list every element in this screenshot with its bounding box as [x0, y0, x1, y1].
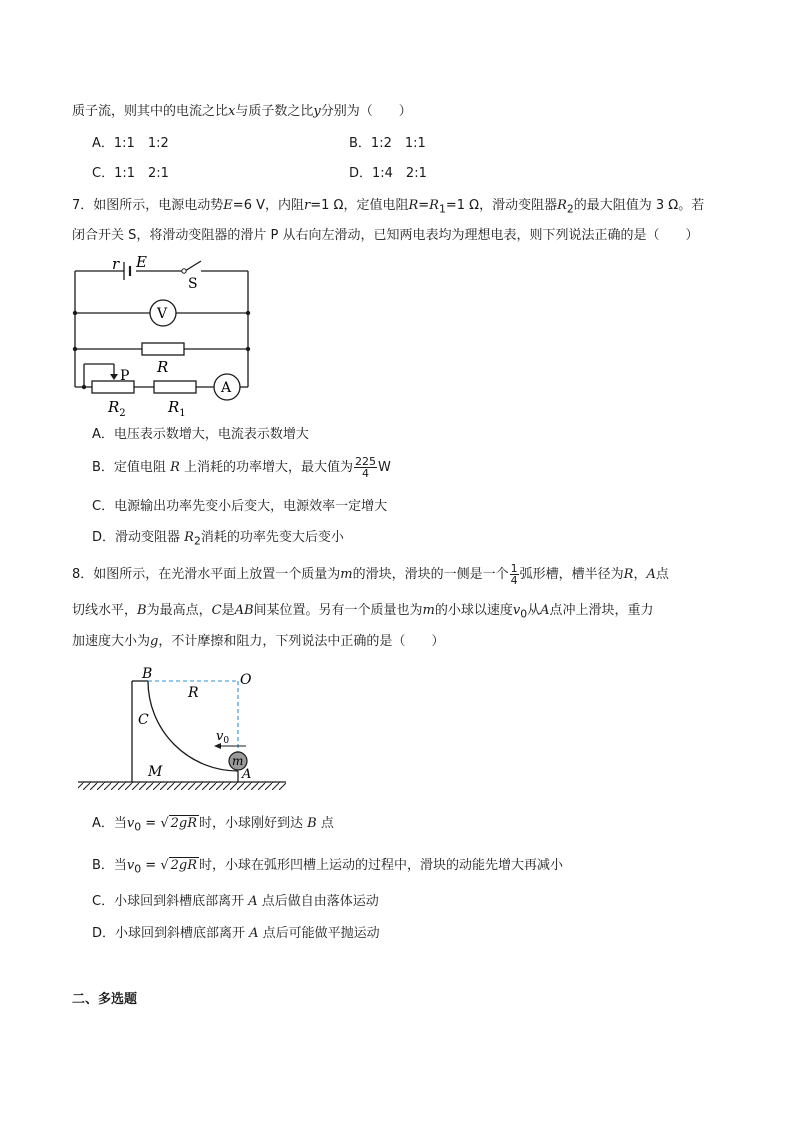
- q7-stem-line1: 7．如图所示，电源电动势E=6 V，内阻r=1 Ω，定值电阻$R=R_1=1$ Ω，滑动变阻器$R_2$的最大阻值为 3 Ω。若: [72, 198, 705, 216]
- q8-fig-r-label: R: [188, 685, 199, 701]
- q8-fig-v0-label: $v_0$: [216, 729, 230, 746]
- q7-fig-e-label: E: [136, 253, 147, 271]
- q8-option-c: C．小球回到斜槽底部离开 A 点后做自由落体运动: [92, 894, 379, 909]
- q6-option-d: D．1:4 2:1: [349, 166, 427, 181]
- q7-fig-ammeter-label: A: [221, 380, 232, 396]
- q8-fig-a-label: A: [242, 767, 252, 782]
- fraction: $\frac{225}{4}$: [355, 455, 376, 480]
- q8-fig-o-label: O: [240, 672, 252, 688]
- q7-fig-voltmeter-label: V: [157, 306, 168, 322]
- q7-stem-line2: 闭合开关 S，将滑动变阻器的滑片 P 从右向左滑动，已知两电表均为理想电表，则下列说法正确的是（ ）: [72, 228, 699, 243]
- q8-fig-c-label: C: [138, 712, 149, 728]
- q8-slider-diagram: [76, 664, 290, 794]
- q7-fig-r1-label: $R_1$: [168, 398, 186, 418]
- q7-fig-r-label: r: [112, 255, 120, 273]
- q6-option-a: A．1:1 1:2: [92, 136, 169, 151]
- q7-fig-r2-label: $R_2$: [108, 398, 126, 418]
- fraction-quarter: $\frac{1}{4}$: [510, 562, 518, 587]
- q7-option-c: C．电源输出功率先变小后变大，电源效率一定增大: [92, 499, 388, 514]
- q8-fig-b-label: B: [142, 666, 153, 682]
- q8-option-d: D．小球回到斜槽底部离开 A 点后可能做平抛运动: [92, 926, 380, 941]
- q7-fig-r-resistor-label: R: [157, 358, 169, 376]
- q8-stem-line1: 8．如图所示，在光滑水平面上放置一个质量为m的滑块，滑块的一侧是一个 $\frac{1}{4}$ 弧形槽，槽半径为R，A点: [72, 562, 669, 587]
- q7-option-d: D．滑动变阻器 $R_2$消耗的功率先变大后变小: [92, 530, 344, 548]
- q7-option-b: B．定值电阻 R 上消耗的功率增大，最大值为 $\frac{225}{4}$ W: [92, 455, 391, 480]
- q8-option-b: B．当$v_0$ = √ 2gR 时，小球在弧形凹槽上运动的过程中，滑块的动能先增大再减小: [92, 858, 564, 876]
- q8-stem-line3: 加速度大小为g，不计摩擦和阻力，下列说法中正确的是（ ）: [72, 634, 445, 649]
- q8-stem-line2: 切线水平，B为最高点，C是AB间某位置。另有一个质量也为m的小球以速度$v_0$从A点冲上滑块，重力: [72, 603, 654, 621]
- q7-option-a: A．电压表示数增大，电流表示数增大: [92, 427, 309, 442]
- q8-fig-m-big-label: M: [148, 764, 163, 780]
- q7-fig-p-label: P: [120, 368, 130, 384]
- q8-fig-m-ball-label: m: [232, 754, 244, 768]
- q8-option-a: A．当$v_0$ = √ 2gR 时，小球刚好到达 B 点: [92, 816, 334, 834]
- q7-circuit-diagram: [66, 252, 256, 418]
- section-heading-multiple-choice: 二、多选题: [72, 992, 138, 1007]
- q6-stem: 质子流，则其中的电流之比x与质子数之比y分别为（ ）: [72, 104, 412, 119]
- q6-option-c: C．1:1 2:1: [92, 166, 169, 181]
- q6-option-b: B．1:2 1:1: [349, 136, 426, 151]
- q7-fig-s-label: S: [188, 276, 198, 292]
